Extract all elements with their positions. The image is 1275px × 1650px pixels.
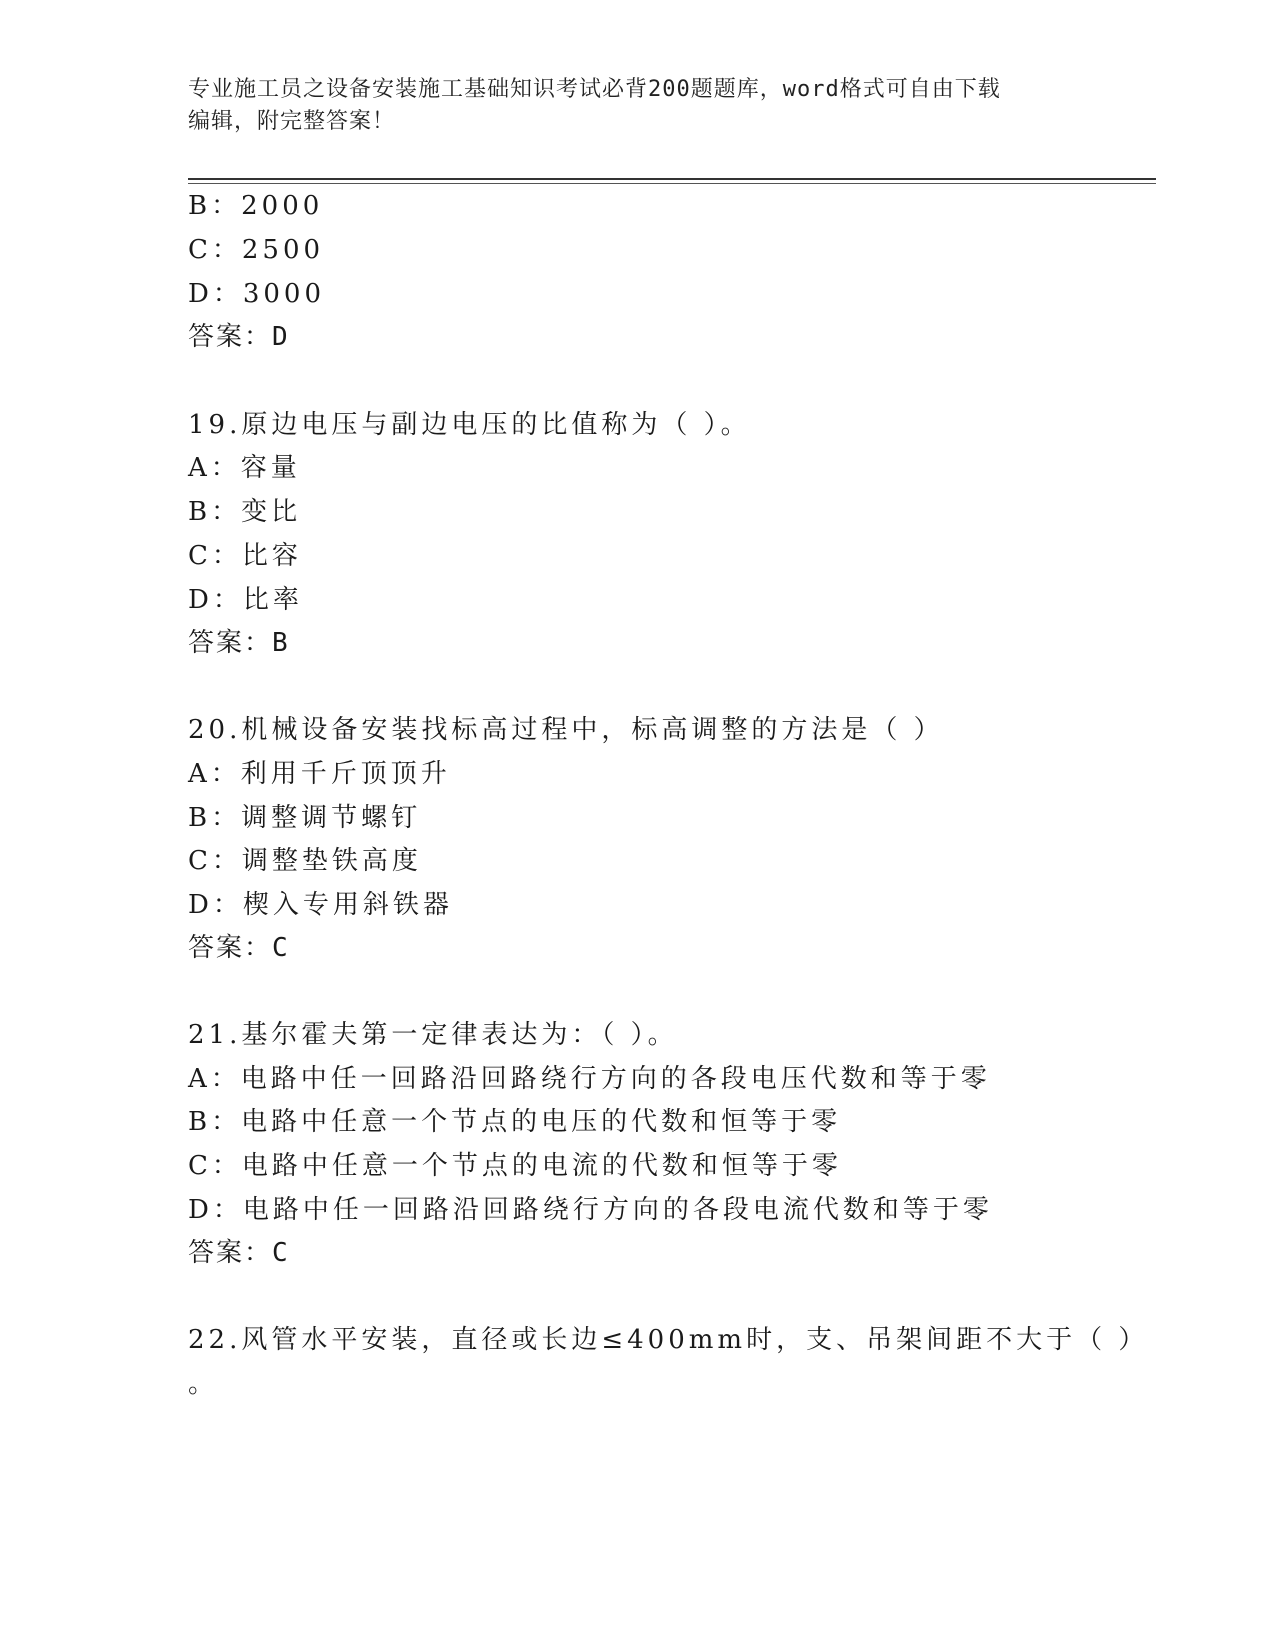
header-divider-thick [188, 178, 1156, 180]
option-d: D：电路中任一回路沿回路绕行方向的各段电流代数和等于零 [188, 1195, 993, 1225]
option-d: D：比率 [188, 585, 303, 615]
option-c: C：调整垫铁高度 [188, 846, 422, 876]
answer-line [188, 320, 290, 354]
question-stem: 19.原边电压与副边电压的比值称为（ ）。 [188, 410, 751, 440]
answer-line [188, 931, 290, 965]
option-b: B：2000 [188, 191, 324, 221]
answer-value: B [272, 628, 290, 658]
question-stem: 20.机械设备安装找标高过程中，标高调整的方法是（ ） [188, 715, 944, 745]
answer-value: C [272, 933, 290, 963]
answer-value: D [272, 322, 290, 352]
option-d: D：楔入专用斜铁器 [188, 890, 453, 920]
title-line-1: 专业施工员之设备安装施工基础知识考试必背200题题库，word格式可自由下载 [188, 77, 1001, 102]
option-a: A：电路中任一回路沿回路绕行方向的各段电压代数和等于零 [188, 1064, 991, 1094]
option-c: C：比容 [188, 541, 302, 571]
question-stem: 22.风管水平安装，直径或长边≤400mm时，支、吊架间距不大于（ ） [188, 1325, 1149, 1355]
option-b: B：变比 [188, 497, 302, 527]
option-b: B：调整调节螺钉 [188, 803, 422, 833]
question-stem: 21.基尔霍夫第一定律表达为：（ ）。 [188, 1020, 678, 1050]
answer-label: 答案： [188, 628, 273, 658]
answer-label: 答案： [188, 322, 273, 352]
document-title [188, 74, 1088, 138]
header-divider-thin [188, 183, 1156, 184]
title-line-2: 编辑，附完整答案！ [188, 109, 396, 134]
option-d: D：3000 [188, 279, 326, 309]
option-c: C：2500 [188, 235, 325, 265]
answer-line [188, 626, 290, 660]
answer-line [188, 1236, 290, 1270]
option-b: B：电路中任意一个节点的电压的代数和恒等于零 [188, 1107, 842, 1137]
answer-label: 答案： [188, 1238, 273, 1268]
answer-label: 答案： [188, 933, 273, 963]
answer-value: C [272, 1238, 290, 1268]
question-stem-continuation: 。 [188, 1369, 219, 1399]
option-a: A：容量 [188, 453, 301, 483]
option-a: A：利用千斤顶顶升 [188, 759, 451, 789]
option-c: C：电路中任意一个节点的电流的代数和恒等于零 [188, 1151, 842, 1181]
